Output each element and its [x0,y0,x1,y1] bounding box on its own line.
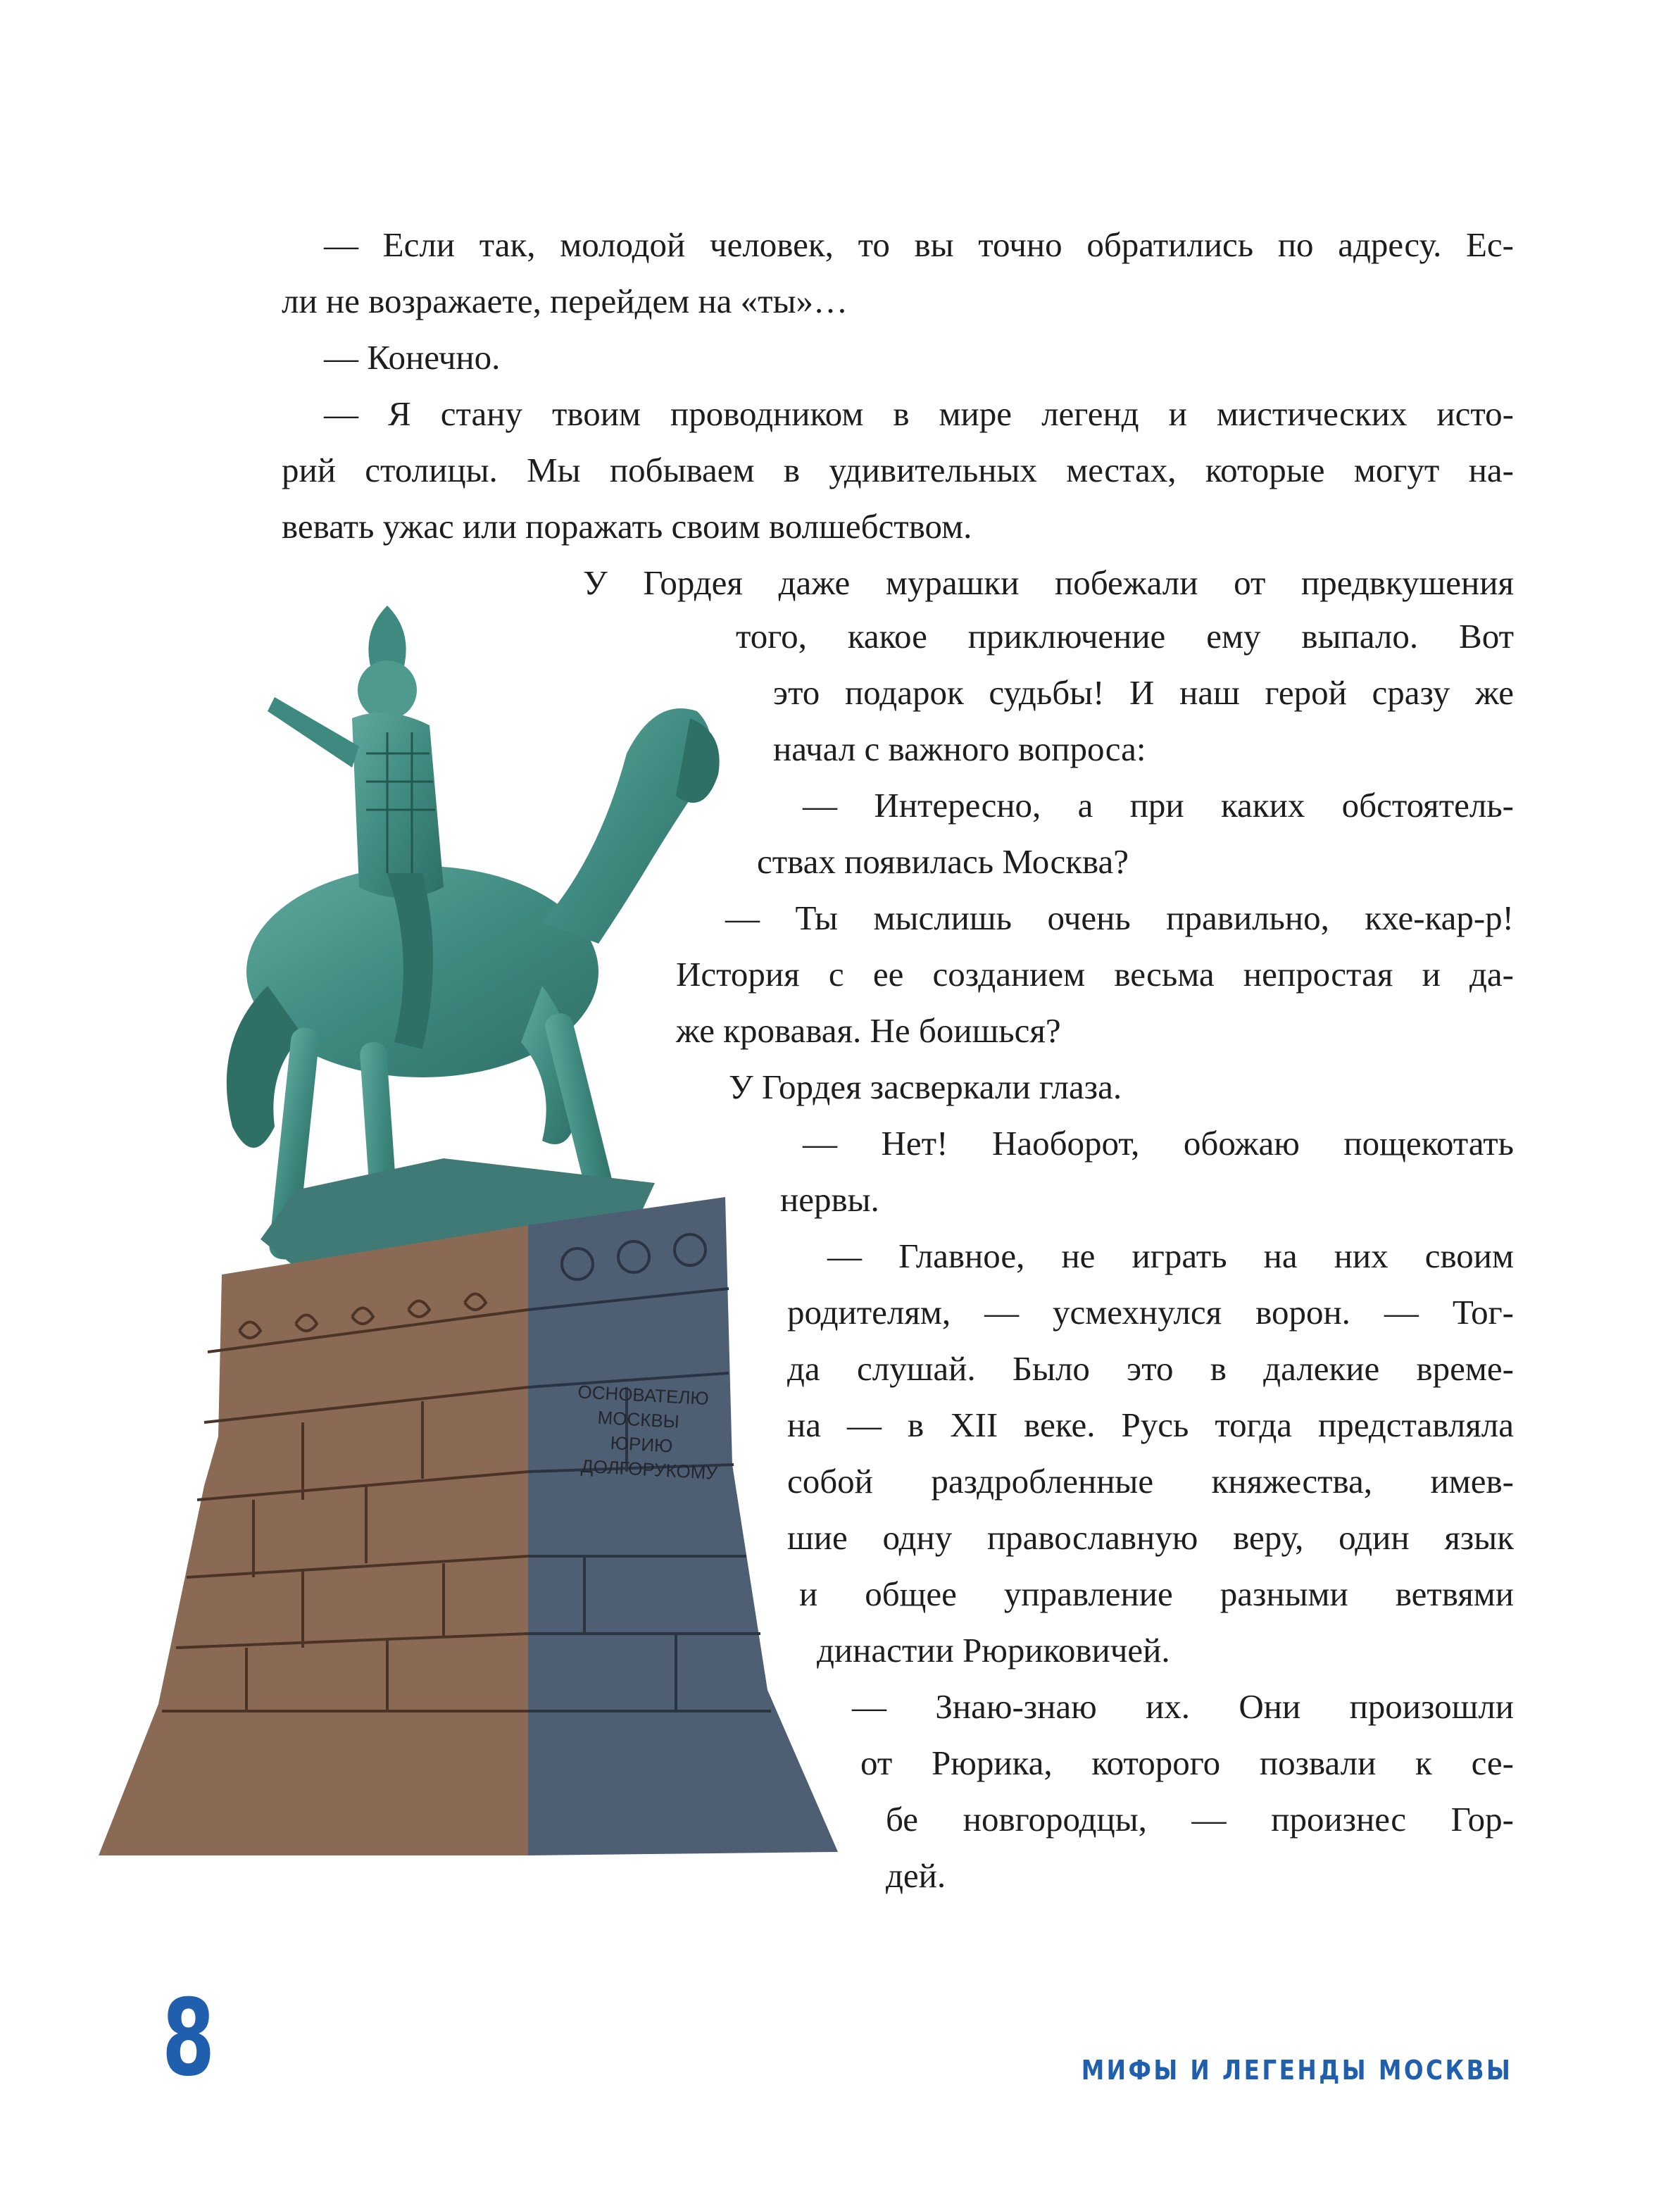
text-line: — Я стану твоим проводником в мире легенд и мистических исто- [324,394,1514,433]
text-line: династии Рюриковичей. [817,1631,1170,1670]
text-line: это подарок судьбы! И наш герой сразу же [773,673,1514,712]
inscription-line: ЮРИЮ [610,1432,674,1457]
text-line: нервы. [780,1180,879,1219]
text-line: и общее управление разными ветвями [799,1574,1514,1613]
text-line: на — в XII веке. Русь тогда представляла [787,1405,1514,1444]
text-line: дей. [886,1856,946,1895]
text-line: от Рюрика, которого позвали к се- [860,1743,1514,1782]
text-line: начал с важного вопроса: [773,730,1146,768]
text-line: — Знаю-знаю их. Они произошли [852,1687,1514,1726]
page-number: 8 [162,1977,215,2100]
text-line: ли не возражаете, перейдем на «ты»… [282,282,848,320]
inscription-line: ОСНОВАТЕЛЮ [577,1381,710,1410]
text-line: История с ее созданием весьма непростая и да- [676,955,1514,994]
pedestal-side [528,1197,838,1855]
text-line: же кровавая. Не боишься? [676,1011,1061,1050]
text-line: того, какое приключение ему выпало. Вот [736,617,1514,656]
running-title: МИФЫ И ЛЕГЕНДЫ МОСКВЫ [1081,2055,1512,2086]
inscription-line: ДОЛГОРУКОМУ [580,1455,718,1484]
statue-illustration [92,591,852,1887]
text-line: вевать ужас или поражать своим волшебством. [282,507,972,546]
text-line: родителям, — усмехнулся ворон. — Тог- [787,1293,1514,1332]
pedestal-front [99,1225,528,1855]
text-line: — Главное, не играть на них своим [827,1236,1514,1275]
text-line: — Нет! Наоборот, обожаю пощекотать [803,1124,1514,1163]
text-line: да слушай. Было это в далекие време- [787,1349,1514,1388]
text-line: — Ты мыслишь очень правильно, кхе-кар-р! [725,898,1514,937]
inscription-line: МОСКВЫ [596,1406,680,1432]
text-line: У Гордея засверкали глаза. [729,1067,1122,1106]
text-line: — Если так, молодой человек, то вы точно обратились по адресу. Ес- [324,225,1514,264]
text-line: У Гордея даже мурашки побежали от предвкушения [583,563,1514,602]
text-line: бе новгородцы, — произнес Гор- [886,1800,1514,1839]
text-line: ствах появилась Москва? [757,842,1129,881]
text-line: рий столицы. Мы побываем в удивительных местах, которые могут на- [282,451,1514,489]
text-line: собой раздробленные княжества, имев- [787,1462,1514,1501]
text-line: шие одну православную веру, один язык [787,1518,1514,1557]
text-line: — Интересно, а при каких обстоятель- [803,786,1514,825]
text-line: — Конечно. [324,338,501,377]
